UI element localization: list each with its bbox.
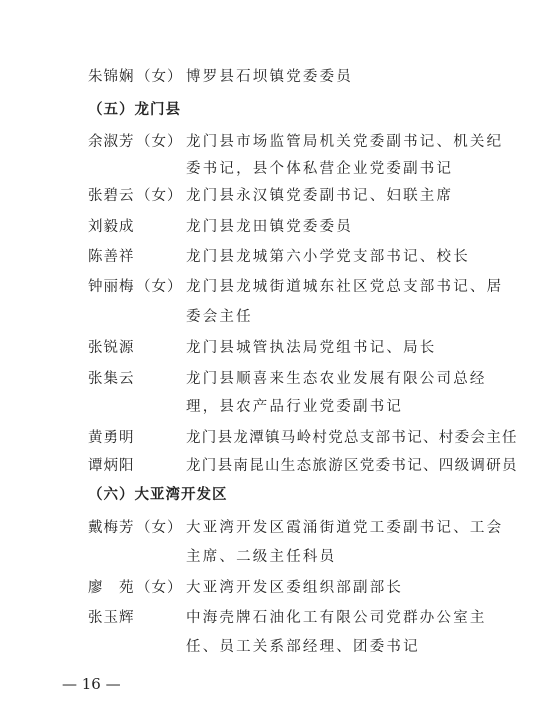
section-heading: （五）龙门县 bbox=[88, 101, 181, 118]
person-position: 大亚湾开发区委组织部副部长 bbox=[186, 580, 404, 596]
list-item bbox=[0, 364, 545, 394]
list-item bbox=[0, 212, 545, 242]
person-position: 龙门县顺喜来生态农业发展有限公司总经 bbox=[186, 371, 487, 387]
person-position-continued: 主席、二级主任科员 bbox=[186, 549, 337, 565]
person-position: 龙门县龙田镇党委委员 bbox=[186, 219, 353, 235]
person-position: 博罗县石坝镇党委委员 bbox=[186, 69, 353, 85]
person-gender: （女） bbox=[136, 188, 183, 204]
list-item bbox=[0, 181, 545, 211]
person-gender: （女） bbox=[136, 134, 183, 150]
list-item-continuation bbox=[0, 302, 545, 332]
list-item bbox=[0, 603, 545, 633]
page-number: — 16 — bbox=[62, 675, 121, 693]
person-position-continued: 委会主任 bbox=[186, 309, 253, 325]
list-item-continuation bbox=[0, 392, 545, 422]
person-name: 张玉辉 bbox=[88, 610, 135, 626]
list-item bbox=[0, 242, 545, 272]
person-name: 余淑芳 bbox=[88, 134, 135, 150]
person-name: 陈善祥 bbox=[88, 249, 135, 265]
list-item bbox=[0, 333, 545, 363]
list-item bbox=[0, 272, 545, 302]
person-gender: （女） bbox=[136, 520, 183, 536]
person-position: 大亚湾开发区霞涌街道党工委副书记、工会 bbox=[186, 520, 504, 536]
person-name: 廖 苑 bbox=[88, 580, 135, 596]
person-name: 谭炳阳 bbox=[88, 458, 135, 474]
person-position: 龙门县南昆山生态旅游区党委书记、四级调研员 bbox=[186, 458, 518, 474]
person-name: 钟丽梅 bbox=[88, 279, 135, 295]
person-gender: （女） bbox=[136, 279, 183, 295]
section-heading: （六）大亚湾开发区 bbox=[88, 486, 228, 503]
list-item bbox=[0, 573, 545, 603]
person-gender: （女） bbox=[136, 69, 183, 85]
list-item bbox=[0, 127, 545, 157]
person-name: 黄勇明 bbox=[88, 430, 135, 446]
person-position: 龙门县永汉镇党委副书记、妇联主席 bbox=[186, 188, 454, 204]
list-item bbox=[0, 513, 545, 543]
person-name: 戴梅芳 bbox=[88, 520, 135, 536]
person-name: 朱锦娴 bbox=[88, 69, 135, 85]
person-gender: （女） bbox=[136, 580, 183, 596]
list-item-continuation bbox=[0, 632, 545, 662]
person-position-continued: 任、员工关系部经理、团委书记 bbox=[186, 639, 420, 655]
person-position: 龙门县市场监管局机关党委副书记、机关纪 bbox=[186, 134, 504, 150]
person-name: 张锐源 bbox=[88, 340, 135, 356]
list-item bbox=[0, 451, 545, 481]
person-name: 刘毅成 bbox=[88, 219, 135, 235]
list-item-continuation bbox=[0, 542, 545, 572]
person-position-continued: 理，县农产品行业党委副书记 bbox=[186, 399, 404, 415]
person-name: 张集云 bbox=[88, 371, 135, 387]
person-position: 龙门县城管执法局党组书记、局长 bbox=[186, 340, 437, 356]
person-name: 张碧云 bbox=[88, 188, 135, 204]
person-position: 龙门县龙城街道城东社区党总支部书记、居 bbox=[186, 279, 504, 295]
list-item bbox=[0, 423, 545, 453]
person-position: 龙门县龙潭镇马岭村党总支部书记、村委会主任 bbox=[186, 430, 518, 446]
person-position: 龙门县龙城第六小学党支部书记、校长 bbox=[186, 249, 470, 265]
person-position-continued: 委书记，县个体私营企业党委副书记 bbox=[186, 161, 454, 177]
person-position: 中海壳牌石油化工有限公司党群办公室主 bbox=[186, 610, 487, 626]
list-item-continuation bbox=[0, 154, 545, 184]
list-item bbox=[0, 62, 545, 92]
